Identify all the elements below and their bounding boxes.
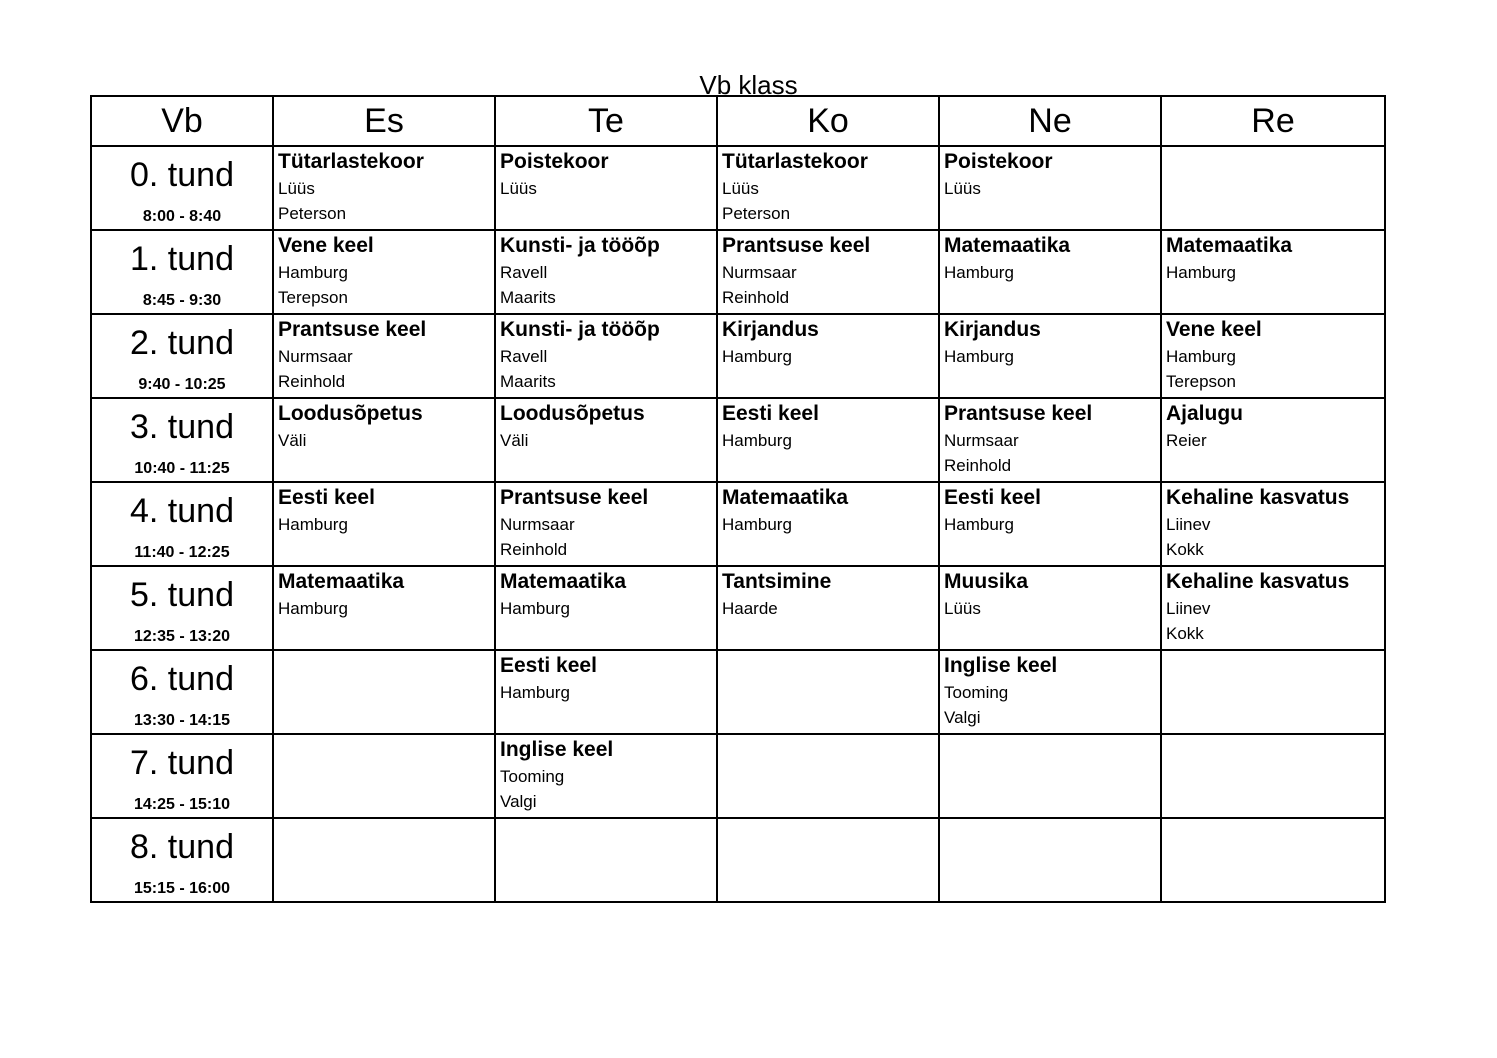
lesson-time: 13:30 - 14:15: [133, 712, 231, 729]
lesson-time: 14:25 - 15:10: [133, 796, 231, 813]
teacher-name: Peterson: [278, 204, 347, 223]
day-header: Te: [495, 96, 717, 146]
teacher-name: Reinhold: [278, 372, 346, 391]
header-row: [91, 96, 1385, 146]
subject-name: Poistekoor: [500, 150, 609, 173]
schedule-cell: [495, 566, 717, 650]
subject-name: Muusika: [944, 570, 1029, 593]
lesson-header: [91, 398, 273, 482]
subject-name: Kunsti- ja tööõp: [500, 234, 660, 257]
teacher-name: Hamburg: [500, 599, 570, 618]
teacher-name: Nurmsaar: [500, 515, 575, 534]
lesson-row: [91, 818, 1385, 902]
lesson-row: [91, 482, 1385, 566]
teacher-name: Reinhold: [722, 288, 790, 307]
schedule-cell: [495, 314, 717, 398]
schedule-cell: [1161, 230, 1385, 314]
subject-name: Loodusõpetus: [500, 402, 645, 425]
subject-name: Vene keel: [278, 234, 374, 257]
subject-name: Prantsuse keel: [722, 234, 871, 257]
teacher-name: Tooming: [944, 683, 1009, 702]
schedule-cell: [1161, 818, 1385, 902]
corner-header: Vb: [91, 96, 273, 146]
schedule-cell: [717, 818, 939, 902]
teacher-name: Tooming: [500, 767, 565, 786]
schedule-cell: [717, 650, 939, 734]
teacher-name: Hamburg: [722, 347, 792, 366]
teacher-name: Hamburg: [500, 683, 570, 702]
subject-name: Poistekoor: [944, 150, 1053, 173]
lesson-row: [91, 734, 1385, 818]
teacher-name: Terepson: [278, 288, 348, 307]
day-header: Re: [1161, 96, 1385, 146]
teacher-name: Hamburg: [722, 515, 792, 534]
subject-name: Tantsimine: [722, 570, 832, 593]
lesson-row: [91, 566, 1385, 650]
lesson-name: 8. tund: [130, 828, 234, 866]
subject-name: Matemaatika: [1166, 234, 1293, 257]
schedule-cell: [939, 230, 1161, 314]
teacher-name: Nurmsaar: [944, 431, 1019, 450]
schedule-cell: [717, 734, 939, 818]
lesson-time: 11:40 - 12:25: [134, 544, 230, 561]
schedule-cell: [273, 230, 495, 314]
schedule-cell: [717, 398, 939, 482]
teacher-name: Liinev: [1166, 599, 1211, 618]
schedule-cell: [939, 482, 1161, 566]
subject-name: Matemaatika: [278, 570, 405, 593]
subject-name: Ajalugu: [1166, 402, 1243, 425]
lesson-name: 4. tund: [130, 492, 234, 530]
lesson-header: [91, 146, 273, 230]
lesson-time: 12:35 - 13:20: [133, 628, 231, 645]
subject-name: Prantsuse keel: [500, 486, 649, 509]
subject-name: Prantsuse keel: [944, 402, 1093, 425]
schedule-cell: [495, 650, 717, 734]
subject-name: Loodusõpetus: [278, 402, 423, 425]
schedule-cell: [495, 482, 717, 566]
lesson-header: [91, 230, 273, 314]
day-header: Es: [273, 96, 495, 146]
lesson-name: 7. tund: [130, 744, 234, 782]
teacher-name: Ravell: [500, 347, 548, 366]
schedule-cell: [273, 398, 495, 482]
schedule-cell: [273, 650, 495, 734]
subject-name: Kehaline kasvatus: [1166, 570, 1350, 593]
teacher-name: Reinhold: [944, 456, 1012, 475]
teacher-name: Ravell: [500, 263, 548, 282]
lesson-row: [91, 230, 1385, 314]
schedule-cell: [273, 146, 495, 230]
subject-name: Eesti keel: [944, 486, 1041, 509]
schedule-cell: [939, 146, 1161, 230]
lesson-time: 8:45 - 9:30: [142, 292, 222, 309]
schedule-cell: [939, 734, 1161, 818]
schedule-cell: [1161, 482, 1385, 566]
schedule-cell: [939, 566, 1161, 650]
teacher-name: Hamburg: [944, 515, 1014, 534]
schedule-cell: [273, 818, 495, 902]
teacher-name: Nurmsaar: [722, 263, 797, 282]
schedule-cell: [717, 314, 939, 398]
schedule-cell: [717, 230, 939, 314]
schedule-cell: [939, 818, 1161, 902]
lesson-name: 6. tund: [130, 660, 234, 698]
lesson-header: [91, 650, 273, 734]
lesson-name: 0. tund: [130, 156, 234, 194]
teacher-name: Valgi: [944, 708, 981, 727]
schedule-cell: [717, 146, 939, 230]
schedule-cell: [1161, 650, 1385, 734]
schedule-cell: [495, 230, 717, 314]
schedule-cell: [717, 566, 939, 650]
schedule-cell: [273, 482, 495, 566]
teacher-name: Hamburg: [278, 515, 348, 534]
teacher-name: Kokk: [1166, 540, 1204, 559]
teacher-name: Nurmsaar: [278, 347, 353, 366]
schedule-cell: [273, 566, 495, 650]
schedule-cell: [939, 314, 1161, 398]
schedule-cell: [1161, 398, 1385, 482]
subject-name: Eesti keel: [278, 486, 375, 509]
teacher-name: Lüüs: [500, 179, 537, 198]
schedule-cell: [939, 398, 1161, 482]
teacher-name: Maarits: [500, 288, 556, 307]
subject-name: Prantsuse keel: [278, 318, 427, 341]
subject-name: Tütarlastekoor: [722, 150, 868, 173]
subject-name: Matemaatika: [944, 234, 1071, 257]
subject-name: Inglise keel: [500, 738, 614, 761]
schedule-cell: [495, 146, 717, 230]
timetable: [90, 95, 1386, 903]
lesson-time: 10:40 - 11:25: [134, 460, 230, 477]
teacher-name: Reier: [1166, 431, 1207, 450]
subject-name: Kirjandus: [722, 318, 819, 341]
teacher-name: Peterson: [722, 204, 791, 223]
lesson-name: 2. tund: [130, 324, 234, 362]
schedule-cell: [1161, 566, 1385, 650]
subject-name: Matemaatika: [722, 486, 849, 509]
teacher-name: Reinhold: [500, 540, 568, 559]
schedule-cell: [939, 650, 1161, 734]
lesson-name: 3. tund: [130, 408, 234, 446]
teacher-name: Väli: [278, 431, 307, 450]
teacher-name: Lüüs: [944, 179, 981, 198]
day-header: Ne: [939, 96, 1161, 146]
schedule-cell: [495, 398, 717, 482]
teacher-name: Lüüs: [944, 599, 981, 618]
lesson-header: [91, 314, 273, 398]
subject-name: Matemaatika: [500, 570, 627, 593]
lesson-row: [91, 146, 1385, 230]
schedule-cell: [1161, 314, 1385, 398]
subject-name: Eesti keel: [500, 654, 597, 677]
subject-name: Vene keel: [1166, 318, 1262, 341]
lesson-time: 8:00 - 8:40: [142, 208, 222, 225]
teacher-name: Hamburg: [722, 431, 792, 450]
schedule-cell: [273, 734, 495, 818]
schedule-cell: [1161, 734, 1385, 818]
subject-name: Kehaline kasvatus: [1166, 486, 1350, 509]
teacher-name: Kokk: [1166, 624, 1204, 643]
teacher-name: Lüüs: [722, 179, 759, 198]
lesson-header: [91, 566, 273, 650]
lesson-name: 1. tund: [130, 240, 234, 278]
lesson-header: [91, 482, 273, 566]
subject-name: Tütarlastekoor: [278, 150, 424, 173]
subject-name: Kirjandus: [944, 318, 1041, 341]
teacher-name: Hamburg: [1166, 263, 1236, 282]
lesson-time: 9:40 - 10:25: [138, 376, 226, 393]
lesson-row: [91, 398, 1385, 482]
subject-name: Eesti keel: [722, 402, 819, 425]
teacher-name: Haarde: [722, 599, 778, 618]
lesson-time: 15:15 - 16:00: [133, 880, 231, 897]
teacher-name: Hamburg: [278, 599, 348, 618]
schedule-cell: [1161, 146, 1385, 230]
teacher-name: Hamburg: [944, 263, 1014, 282]
teacher-name: Lüüs: [278, 179, 315, 198]
lesson-name: 5. tund: [130, 576, 234, 614]
teacher-name: Liinev: [1166, 515, 1211, 534]
teacher-name: Maarits: [500, 372, 556, 391]
teacher-name: Hamburg: [278, 263, 348, 282]
subject-name: Inglise keel: [944, 654, 1058, 677]
lesson-header: [91, 818, 273, 902]
schedule-cell: [273, 314, 495, 398]
teacher-name: Valgi: [500, 792, 537, 811]
lesson-row: [91, 650, 1385, 734]
day-header: Ko: [717, 96, 939, 146]
teacher-name: Terepson: [1166, 372, 1236, 391]
schedule-cell: [495, 818, 717, 902]
schedule-cell: [495, 734, 717, 818]
teacher-name: Hamburg: [1166, 347, 1236, 366]
lesson-row: [91, 314, 1385, 398]
page-title: Vb klass: [699, 70, 798, 100]
schedule-cell: [717, 482, 939, 566]
teacher-name: Hamburg: [944, 347, 1014, 366]
subject-name: Kunsti- ja tööõp: [500, 318, 660, 341]
lesson-header: [91, 734, 273, 818]
teacher-name: Väli: [500, 431, 529, 450]
